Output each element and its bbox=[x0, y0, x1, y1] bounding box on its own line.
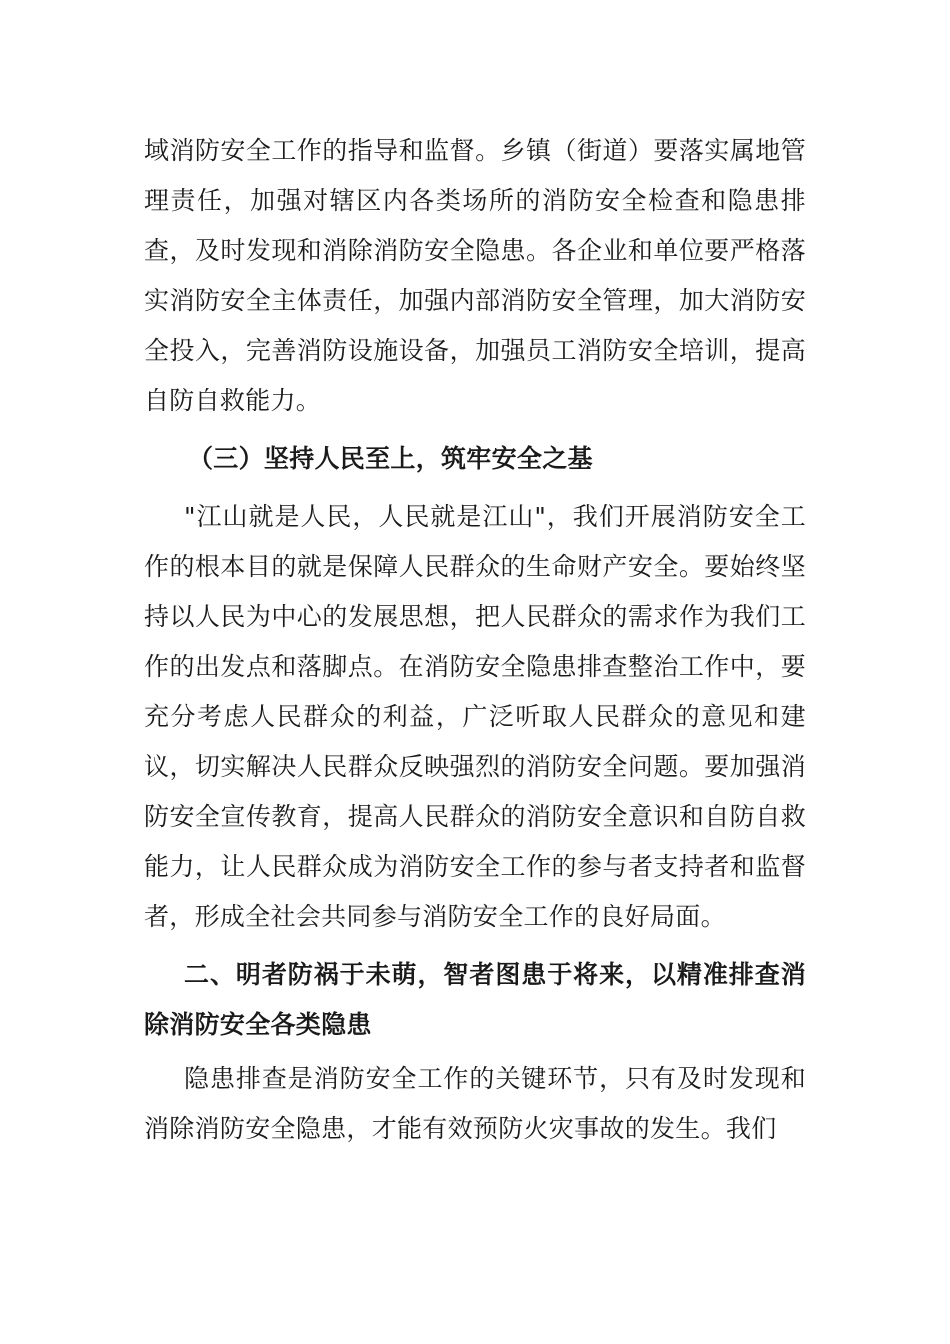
paragraph-hazard-inspection: 隐患排查是消防安全工作的关键环节，只有及时发现和消除消防安全隐患，才能有效预防火灾事故的发生。我们 bbox=[144, 1064, 806, 1143]
section-heading-people-first: （三）坚持人民至上，筑牢安全之基 bbox=[188, 444, 593, 473]
document-body bbox=[144, 126, 806, 1154]
part-heading-hazard-inspection: 二、明者防祸于未萌，智者图患于将来，以精准排查消除消防安全各类隐患 bbox=[144, 960, 806, 1039]
paragraph-responsibility: 域消防安全工作的指导和监督。乡镇（街道）要落实属地管理责任，加强对辖区内各类场所的消防安全检查和隐患排查，及时发现和消除消防安全隐患。各企业和单位要严格落实消防安全主体责任，加强内部消防安全管理，加大消防安全投入，完善消防设施设备，加强员工消防安全培训，提高自防自救能力。 bbox=[144, 136, 806, 415]
paragraph-people-first: "江山就是人民，人民就是江山"，我们开展消防安全工作的根本目的就是保障人民群众的生命财产安全。要始终坚持以人民为中心的发展思想，把人民群众的需求作为我们工作的出发点和落脚点。在消防安全隐患排查整治工作中，要充分考虑人民群众的利益，广泛听取人民群众的意见和建议，切实解决人民群众反映强烈的消防安全问题。要加强消防安全宣传教育，提高人民群众的消防安全意识和自防自救能力，让人民群众成为消防安全工作的参与者支持者和监督者，形成全社会共同参与消防安全工作的良好局面。 bbox=[144, 502, 806, 931]
